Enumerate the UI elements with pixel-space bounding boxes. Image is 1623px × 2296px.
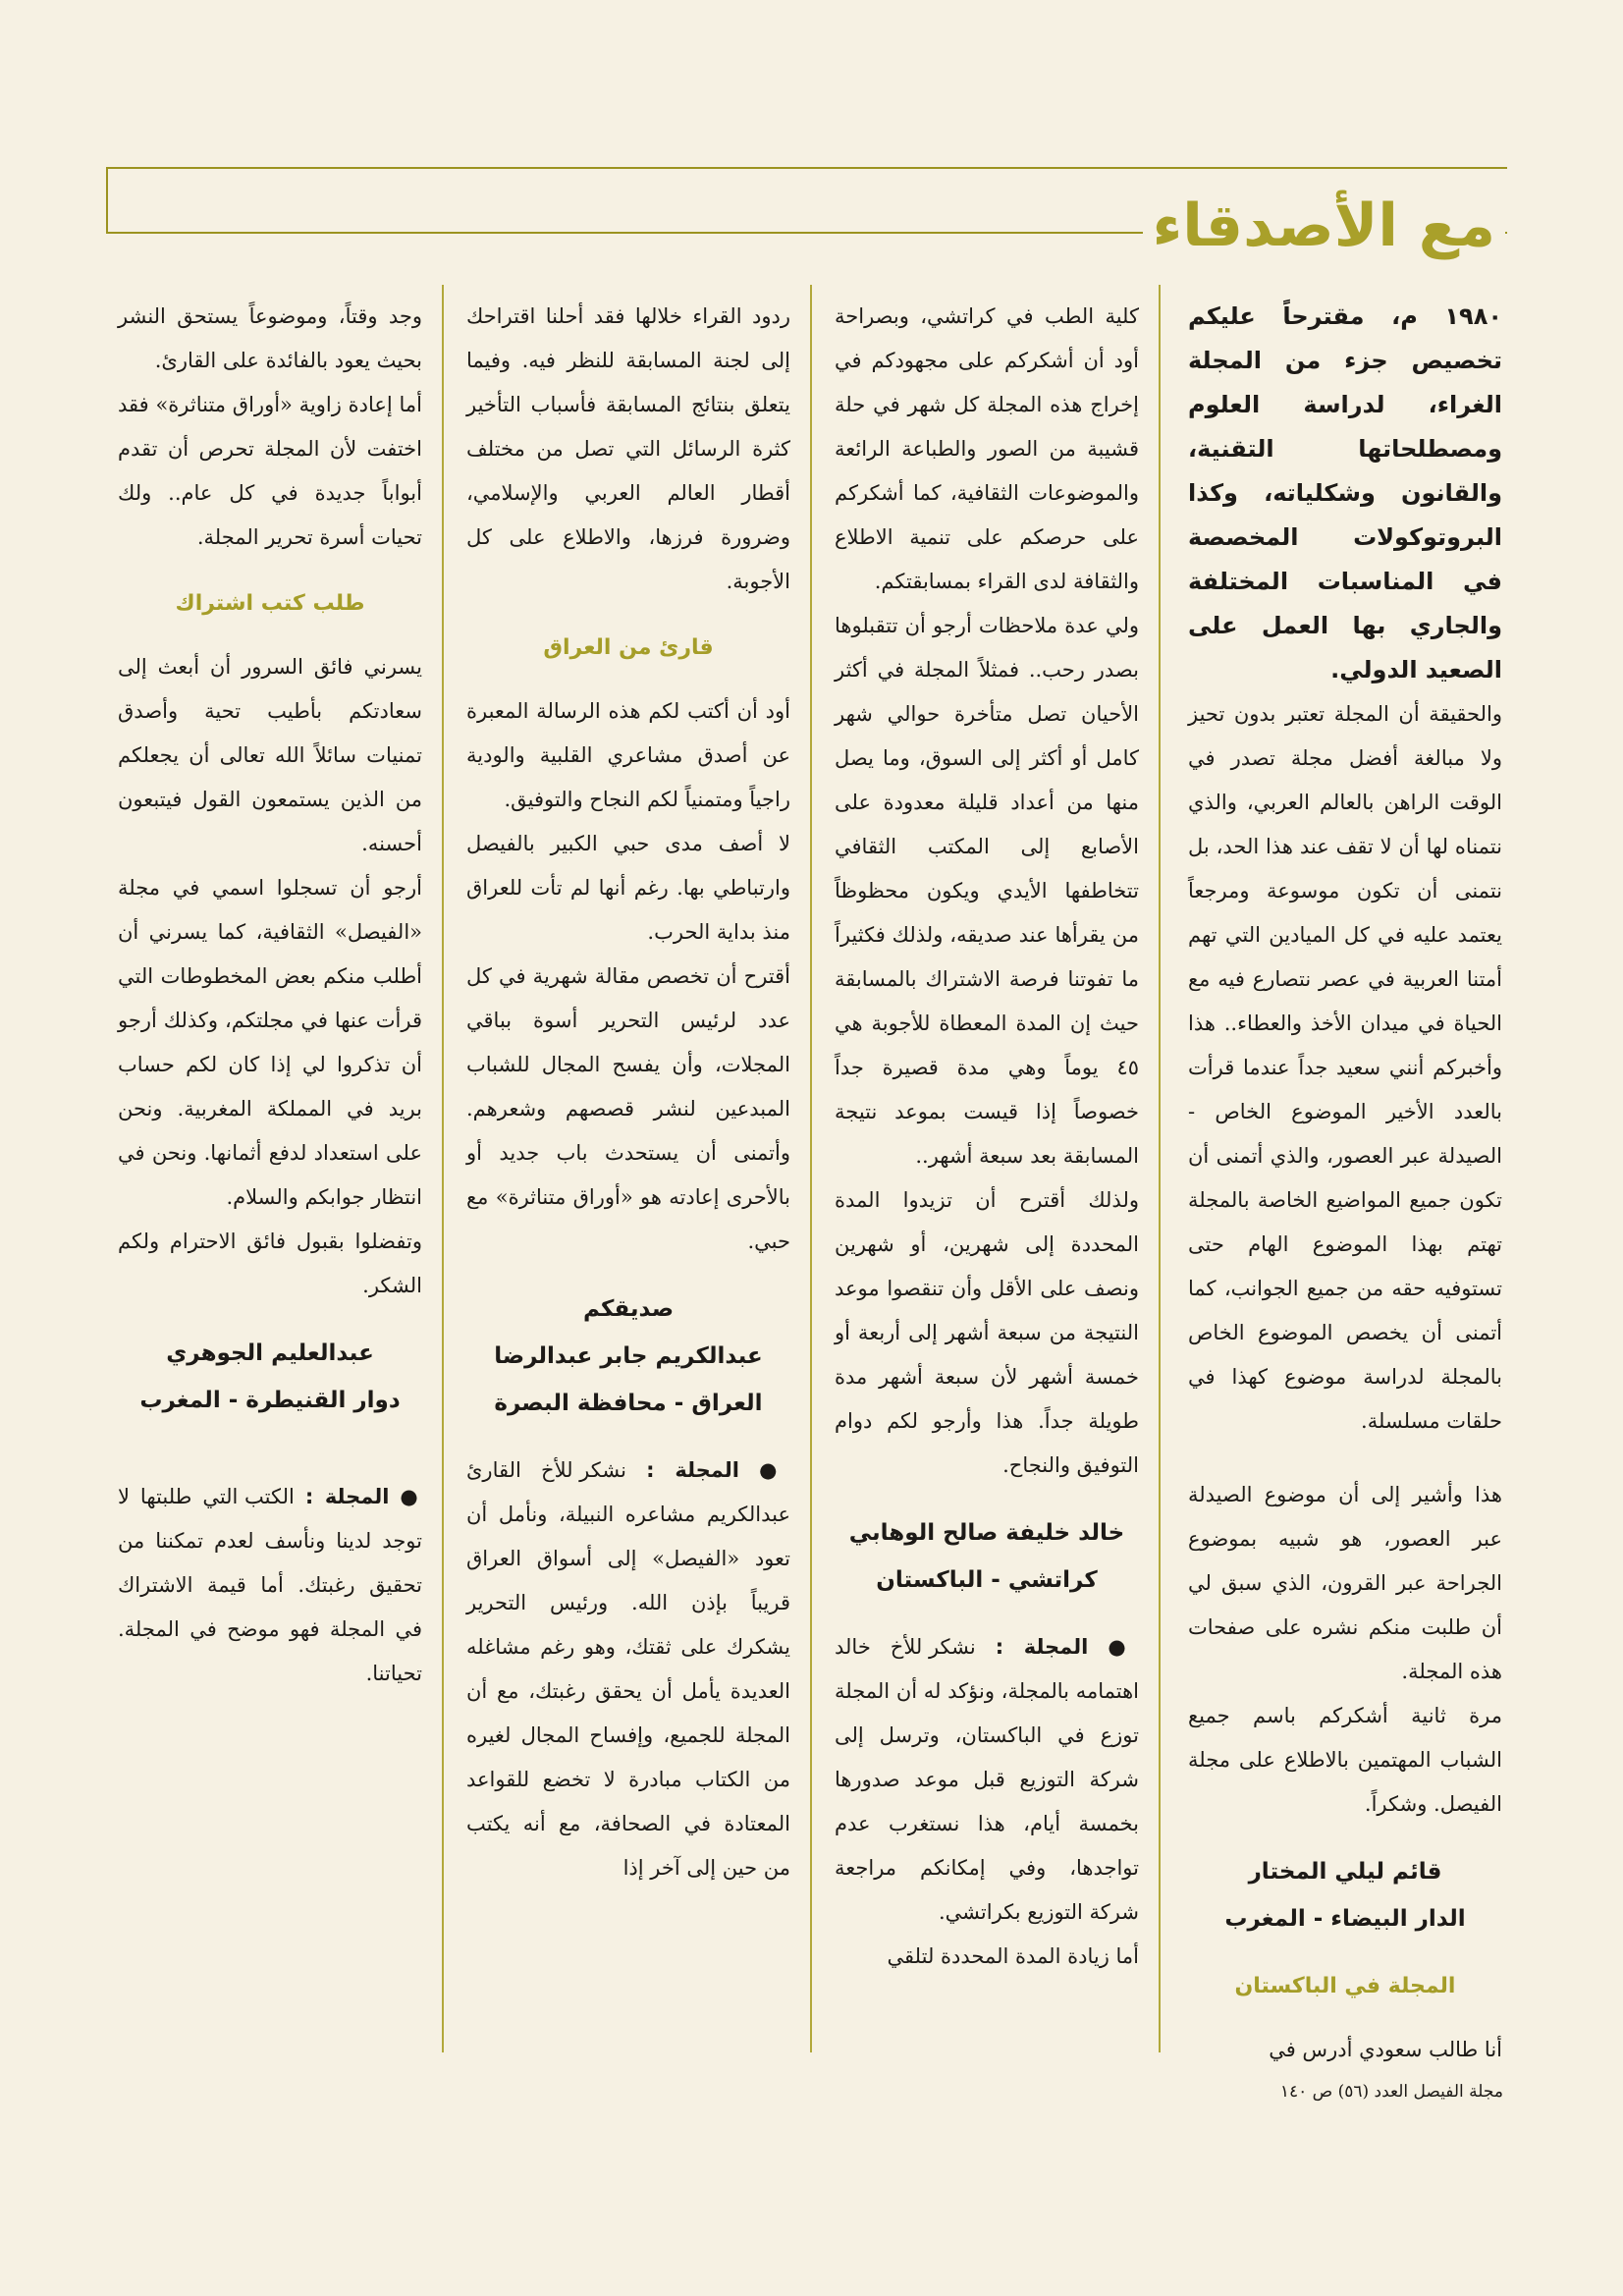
- page-title: مع الأصدقاء: [1143, 187, 1505, 265]
- signature-name: عبدالعليم الجوهري: [166, 1340, 374, 1366]
- section-heading: طلب كتب اشتراك: [175, 591, 365, 616]
- column-divider: [442, 285, 444, 2052]
- paragraph: ولي عدة ملاحظات أرجو أن تتقبلوها بصدر رحب.. فمثلاً المجلة في أكثر الأحيان تصل متأخرة حوالي شهر كامل أو أكثر إلى السوق، وما يصل منها من أعداد قليلة معدودة على الأصابع إلى المكتب الثقافي تتخاطفها الأيدي ويكون محظوظاً من يقرأها عند صديقه، ولذلك فكثيراً ما تفوتنا فرصة الاشتراك بالمسابقة حيث إن المدة المعطاة للأجوبة هي ٤٥ يوماً وهي مدة قصيرة جداً خصوصاً إذا قيست بموعد نتيجة المسابقة بعد سبعة أشهر..: [835, 614, 1139, 1168]
- column-divider: [810, 285, 812, 2052]
- paragraph: وجد وقتاً، وموضوعاً يستحق النشر بحيث يعود بالفائدة على القارئ.: [118, 304, 422, 372]
- reply-label: المجلة :: [995, 1635, 1089, 1659]
- reply-paragraph: ● المجلة : نشكر للأخ القارئ عبدالكريم مشاعره النبيلة، ونأمل أن تعود «الفيصل» إلى أسواق العراق قريباً بإذن الله. ورئيس التحرير يشكرك على ثقتك، وهو رغم مشاغله العديدة يأمل أن يحقق رغبتك، مع أن المجلة للجميع، وإفساح المجال لغيره من الكتاب مبادرة لا تخضع للقواعد المعتادة في الصحافة، مع أنه يكتب من حين إلى آخر إذا: [466, 1458, 790, 1880]
- paragraph: ١٩٨٠ م، مقترحاً عليكم تخصيص جزء من المجلة الغراء، لدراسة العلوم ومصطلحاتها التقنية، والقانون وشكلياته، وكذا البروتوكولات المخصصة في المناسبات المختلفة والجاري بها العمل على الصعيد الدولي.: [1188, 302, 1502, 683]
- reply-paragraph: ● المجلة : نشكر للأخ خالد اهتمامه بالمجلة، ونؤكد له أن المجلة توزع في الباكستان، وترسل إلى شركة التوزيع قبل موعد صدورها بخمسة أيام، هذا نستغرب عدم تواجدها، وفي إمكانكم مراجعة شركة التوزيع بكراتشي.: [835, 1635, 1139, 1924]
- paragraph: أود أن أكتب لكم هذه الرسالة المعبرة عن أصدق مشاعري القلبية والودية راجياً ومتمنياً لكم النجاح والتوفيق.: [466, 699, 790, 811]
- paragraph: كلية الطب في كراتشي، وبصراحة أود أن أشكركم على مجهودكم في إخراج هذه المجلة كل شهر في حلة قشيبة من الصور والطباعة الرائعة والموضوعات الثقافية، كما أشكركم على حرصكم على تنمية الاطلاع والثقافة لدى القراء بمسابقتكم.: [835, 304, 1139, 593]
- signature-name: خالد خليفة صالح الوهابي: [848, 1520, 1125, 1546]
- paragraph: مرة ثانية أشكركم باسم جميع الشباب المهتمين بالاطلاع على مجلة الفيصل. وشكراً.: [1188, 1704, 1502, 1816]
- signature-closing: صديقكم: [582, 1296, 675, 1322]
- paragraph: يسرني فائق السرور أن أبعث إلى سعادتكم بأطيب تحية وأصدق تمنيات سائلاً الله تعالى أن يجعلكم من الذين يستمعون القول فيتبعون أحسنه.: [118, 655, 422, 855]
- signature: [835, 1509, 1139, 1604]
- paragraph: أما زيادة المدة المحددة لتلقي: [887, 1944, 1139, 1968]
- reply-text: نشكر للأخ خالد اهتمامه بالمجلة، ونؤكد له أن المجلة توزع في الباكستان، وترسل إلى شركة التوزيع قبل موعد صدورها بخمسة أيام، هذا نستغرب عدم تواجدها، وفي إمكانكم مراجعة شركة التوزيع بكراتشي.: [835, 1635, 1139, 1924]
- reply-label: المجلة :: [646, 1458, 739, 1482]
- signature-name: قائم ليلي المختار: [1248, 1859, 1442, 1885]
- column-4: [118, 295, 422, 1696]
- signature: [466, 1285, 790, 1427]
- column-1: [1188, 295, 1502, 2072]
- paragraph: أرجو أن تسجلوا اسمي في مجلة «الفيصل» الثقافية، كما يسرني أن أطلب منكم بعض المخطوطات التي قرأت عنها في مجلتكم، وكذلك أرجو أن تذكروا لي إذا كان لكم حساب بريد في المملكة المغربية. ونحن على استعداد لدفع أثمانها. ونحن في انتظار جوابكم والسلام.: [118, 876, 422, 1209]
- signature-place: دوار القنيطرة - المغرب: [139, 1388, 401, 1413]
- paragraph: ولذلك أقترح أن تزيدوا المدة المحددة إلى شهرين، أو شهرين ونصف على الأقل وأن تنقصوا موعد النتيجة من سبعة أشهر إلى أربعة أو خمسة أشهر لأن سبعة أشهر مدة طويلة جداً. هذا وأرجو لكم دوام التوفيق والنجاح.: [835, 1188, 1139, 1477]
- column-3: [466, 295, 790, 1890]
- paragraph: هذا وأشير إلى أن موضوع الصيدلة عبر العصور، هو شبيه بموضوع الجراحة عبر القرون، الذي سبق لي أن طلبت منكم نشره على صفحات هذه المجلة.: [1188, 1483, 1502, 1683]
- reply-paragraph: ● المجلة : الكتب التي طلبتها لا توجد لدينا ونأسف لعدم تمكننا من تحقيق رغبتك. أما قيمة الاشتراك في المجلة فهو موضح في المجلة. تحياتنا.: [118, 1485, 423, 1685]
- column-2: [835, 295, 1139, 1979]
- reply-text: الكتب التي طلبتها لا توجد لدينا ونأسف لعدم تمكننا من تحقيق رغبتك. أما قيمة الاشتراك في المجلة فهو موضح في المجلة. تحياتنا.: [118, 1485, 422, 1685]
- paragraph: ردود القراء خلالها فقد أحلنا اقتراحك إلى لجنة المسابقة للنظر فيه. وفيما يتعلق بنتائج المسابقة فأسباب التأخير كثرة الرسائل التي تصل من مختلف أقطار العالم العربي والإسلامي، وضرورة فرزها، والاطلاع على كل الأجوبة.: [466, 304, 790, 593]
- paragraph: أقترح أن تخصص مقالة شهرية في كل عدد لرئيس التحرير أسوة بباقي المجلات، وأن يفسح المجال للشباب المبدعين لنشر قصصهم وشعرهم. وأتمنى أن يستحدث باب جديد أو بالأحرى إعادته هو «أوراق متناثرة» مع حبي.: [466, 964, 790, 1253]
- signature-place: كراتشي - الباكستان: [876, 1567, 1098, 1593]
- page-footer: مجلة الفيصل العدد (٥٦) ص ١٤٠: [1279, 2082, 1503, 2102]
- section-heading: المجلة في الباكستان: [1234, 1974, 1456, 1998]
- signature: [1188, 1848, 1502, 1942]
- signature-place: الدار البيضاء - المغرب: [1224, 1906, 1466, 1932]
- section-heading: قارئ من العراق: [543, 635, 714, 660]
- signature-name: عبدالكريم جابر عبدالرضا: [494, 1343, 763, 1369]
- paragraph: والحقيقة أن المجلة تعتبر بدون تحيز ولا مبالغة أفضل مجلة تصدر في الوقت الراهن بالعالم العربي، والذي نتمناه لها أن لا تقف عند هذا الحد، بل نتمنى أن تكون موسوعة ومرجعاً يعتمد عليه في كل الميادين التي تهم أمتنا العربية في عصر نتصارع فيه مع الحياة في ميدان الأخذ والعطاء.. هذا وأخبركم أنني سعيد جداً عندما قرأت بالعدد الأخير الموضوع الخاص - الصيدلة عبر العصور، والذي أتمنى أن تكون جميع المواضيع الخاصة بالمجلة تهتم بهذا الموضوع الهام حتى تستوفيه حقه من جميع الجوانب، كما أتمنى أن يخصص الموضوع الخاص بالمجلة لدراسة موضوع كهذا في حلقات مسلسلة.: [1188, 702, 1502, 1433]
- signature-place: العراق - محافظة البصرة: [494, 1391, 763, 1416]
- paragraph: وتفضلوا بقبول فائق الاحترام ولكم الشكر.: [118, 1230, 422, 1297]
- column-divider: [1159, 285, 1161, 2052]
- paragraph: أما إعادة زاوية «أوراق متناثرة» فقد اختفت لأن المجلة تحرص أن تقدم أبواباً جديدة في كل عام.. ولك تحيات أسرة تحرير المجلة.: [118, 393, 422, 549]
- signature: [118, 1330, 422, 1424]
- paragraph: أنا طالب سعودي أدرس في: [1269, 2038, 1502, 2061]
- paragraph: لا أصف مدى حبي الكبير بالفيصل وارتباطي بها. رغم أنها لم تأت للعراق منذ بداية الحرب.: [466, 832, 790, 944]
- reply-label: المجلة :: [304, 1485, 390, 1508]
- reply-text: نشكر للأخ القارئ عبدالكريم مشاعره النبيلة، ونأمل أن تعود «الفيصل» إلى أسواق العراق قريباً بإذن الله. ورئيس التحرير يشكرك على ثقتك، وهو رغم مشاغله العديدة يأمل أن يحقق رغبتك، مع أن المجلة للجميع، وإفساح المجال لغيره من الكتاب مبادرة لا تخضع للقواعد المعتادة في الصحافة، مع أنه يكتب من حين إلى آخر إذا: [466, 1458, 790, 1880]
